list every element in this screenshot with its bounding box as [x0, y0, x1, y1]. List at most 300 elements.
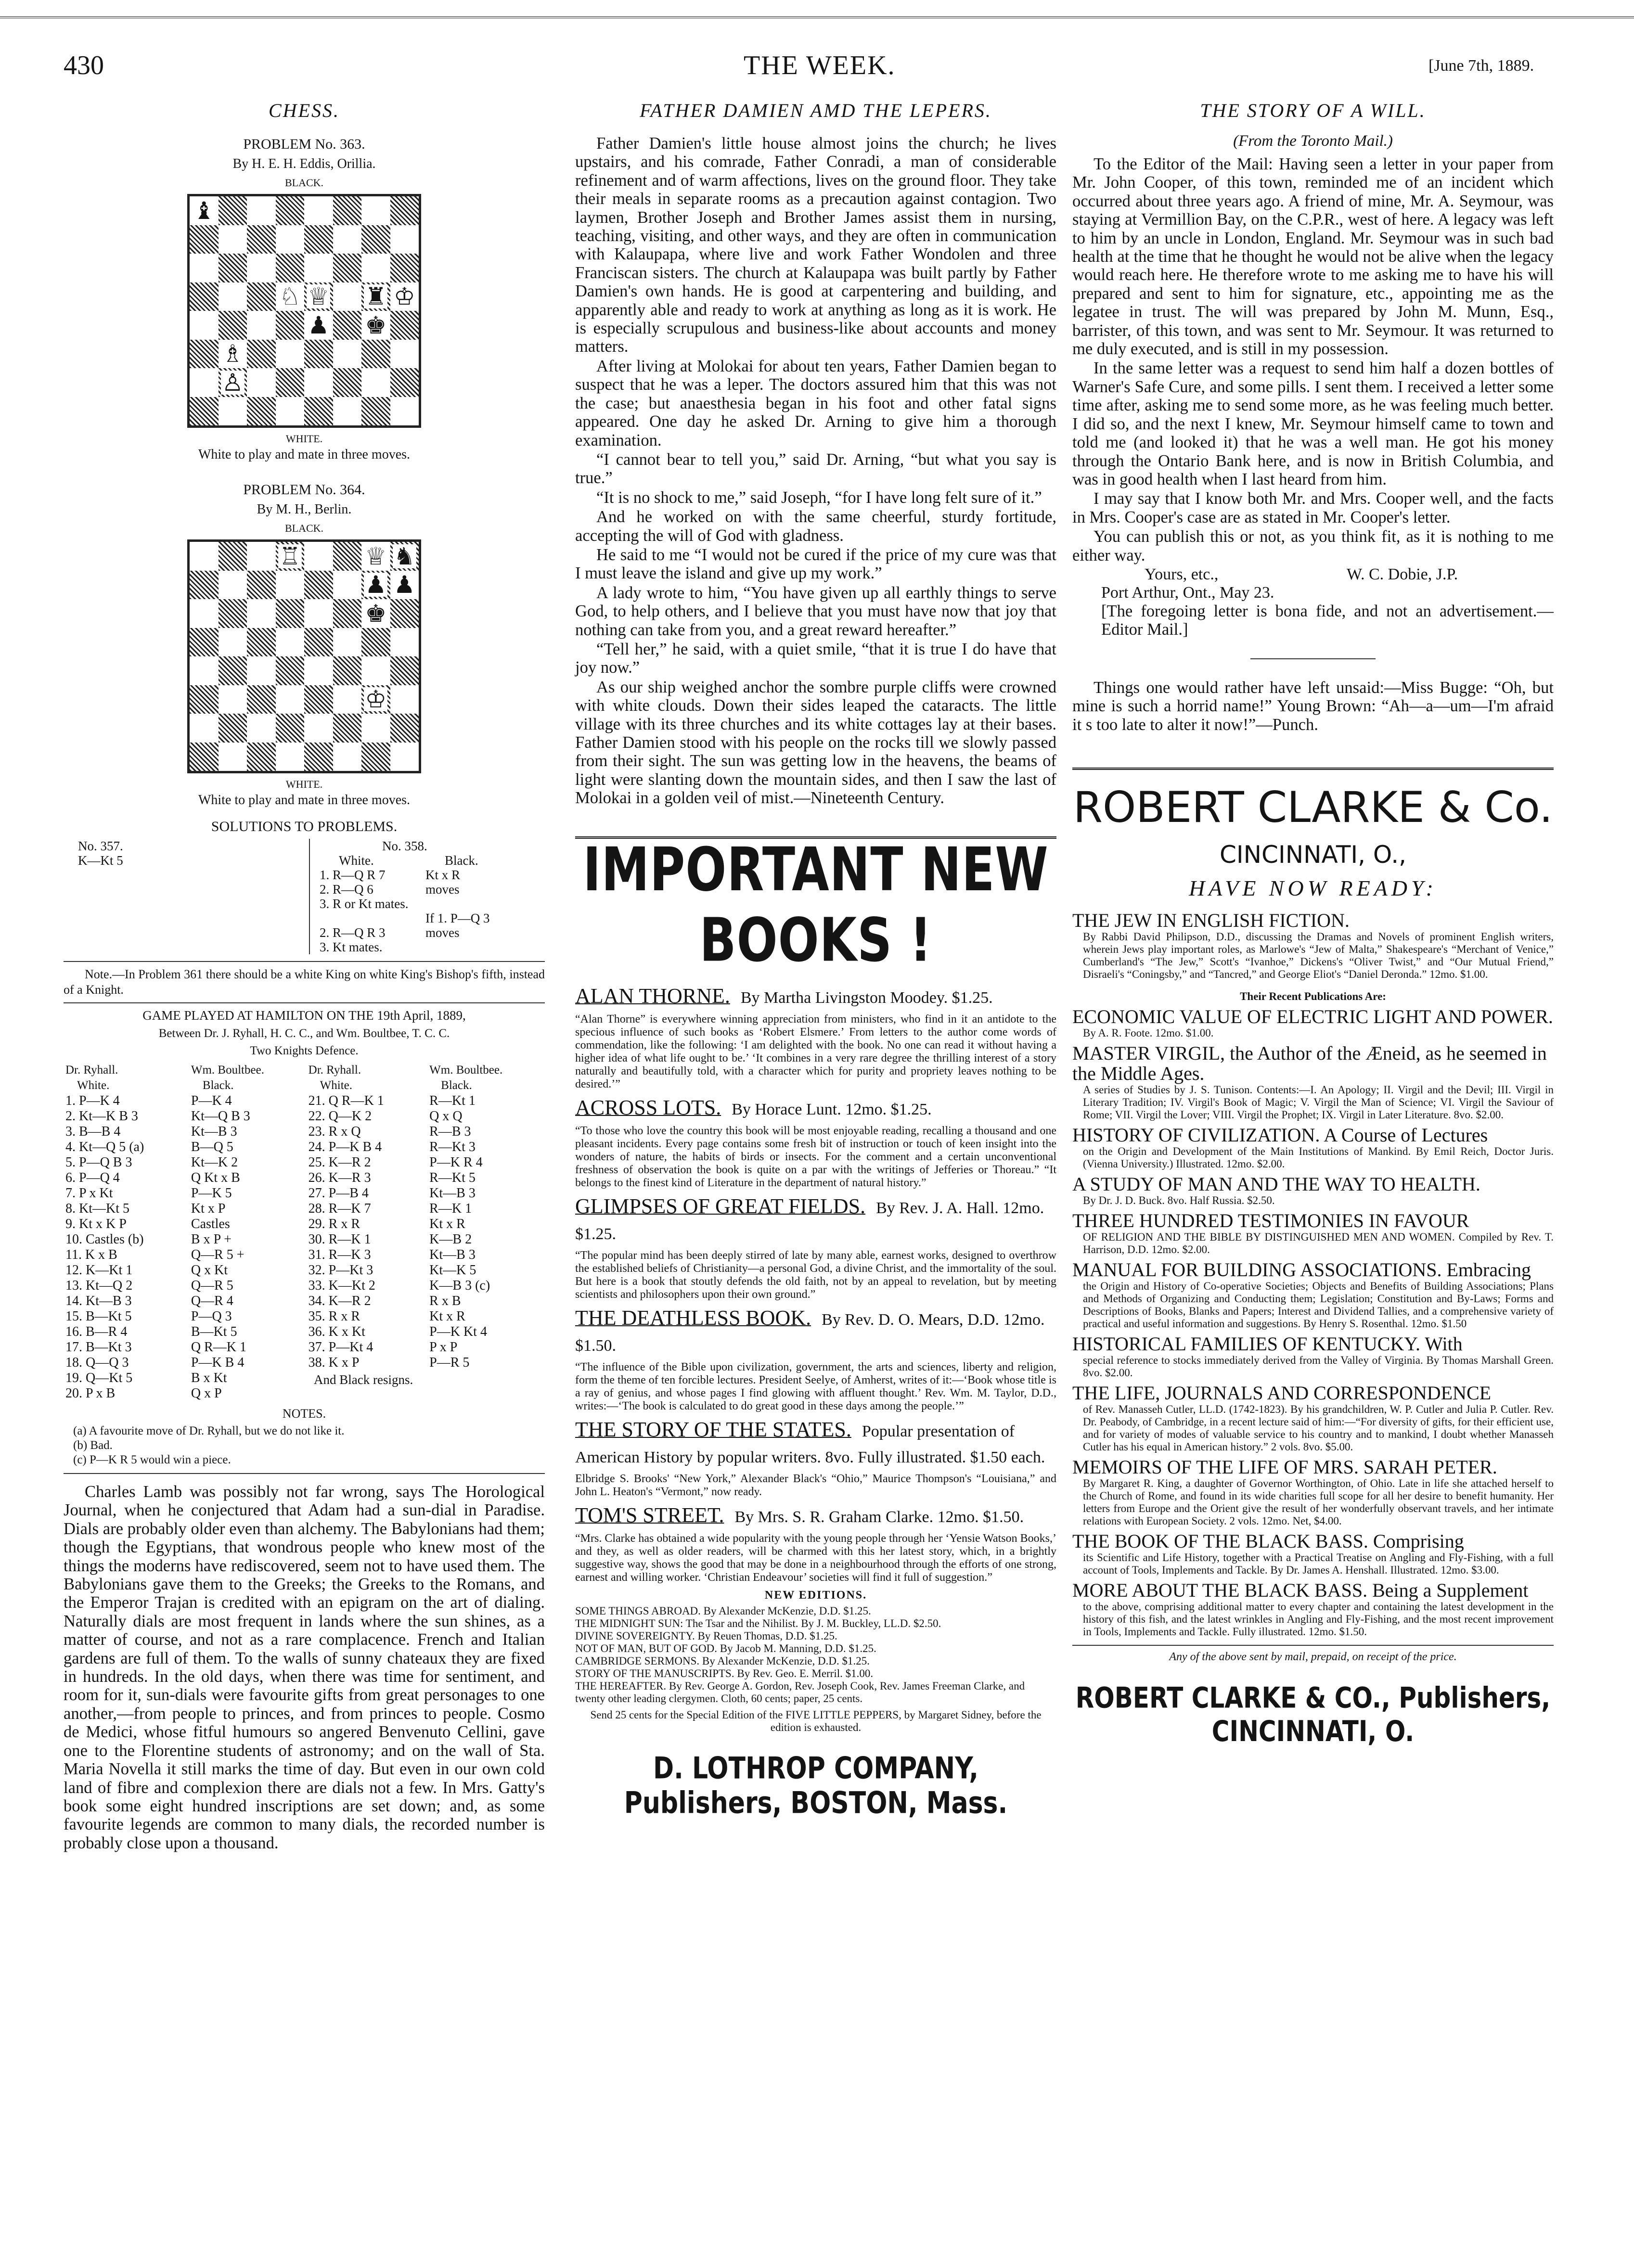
will-place: Port Arthur, Ont., May 23.: [1101, 583, 1274, 602]
problem-364-white-label: WHITE.: [285, 778, 323, 790]
books-list: [575, 984, 1056, 1584]
chess-piece-icon: ♔: [365, 685, 387, 714]
game-move: 2. Kt—K B 3: [65, 1109, 138, 1124]
game-move: 22. Q—K 2: [308, 1109, 372, 1124]
new-edition-item: SOME THINGS ABROAD. By Alexander McKenzie, D.D. $1.25.: [575, 1604, 871, 1617]
game-side: White.: [320, 1079, 353, 1092]
clarke-book-desc: By Dr. J. D. Buck. 8vo. Half Russia. $2.50.: [1083, 1194, 1275, 1206]
game-move: Kt—Q B 3: [191, 1109, 250, 1124]
chess-piece-icon: ♕: [308, 282, 330, 311]
clarke-book: [1072, 1260, 1554, 1330]
game-move: 34. K—R 2: [308, 1294, 371, 1308]
game-move: 18. Q—Q 3: [65, 1355, 129, 1370]
board-square: [190, 340, 219, 369]
board-square: [361, 196, 390, 225]
solution-move-black: Kt x R: [425, 868, 461, 882]
clarke-book-title: THE BOOK OF THE BLACK BASS. Comprising: [1072, 1530, 1464, 1552]
board-square: [390, 282, 419, 311]
board-square: [361, 340, 390, 369]
solution-line: [320, 868, 522, 882]
game-move: 30. R—K 1: [308, 1232, 371, 1247]
game-move: 14. Kt—B 3: [65, 1294, 132, 1308]
board-square: [247, 743, 276, 771]
game-move: 19. Q—Kt 5: [65, 1371, 133, 1385]
solutions-title: SOLUTIONS TO PROBLEMS.: [211, 819, 398, 834]
solutions-block: [64, 839, 545, 954]
will-signoff: [1072, 565, 1554, 584]
board-square: [304, 282, 333, 311]
board-square: [247, 628, 276, 657]
solution-black-label: Black.: [445, 853, 478, 868]
clarke-book: [1072, 1580, 1554, 1638]
game-move: Q Kt x B: [191, 1170, 240, 1185]
board-square: [304, 397, 333, 426]
special-edition-offer: Send 25 cents for the Special Edition of the FIVE LITTLE PEPPERS, by Margaret Sidney, before the edition is exhausted.: [590, 1708, 1042, 1733]
book-heading: [575, 1418, 1056, 1470]
game-move-row: [64, 1201, 545, 1217]
board-square: [390, 628, 419, 657]
solution-357-label: No. 357.: [78, 839, 123, 853]
game-move: 35. R x R: [308, 1309, 360, 1324]
game-note: (a) A favourite move of Dr. Ryhall, but we do not like it.: [73, 1424, 345, 1437]
clarke-book-title: A STUDY OF MAN AND THE WAY TO HEALTH.: [1072, 1173, 1480, 1195]
game-move: Q—R 5: [191, 1278, 233, 1293]
divider: [64, 961, 545, 962]
clarke-book-title: THE LIFE, JOURNALS AND CORRESPONDENCE: [1072, 1382, 1492, 1404]
board-square: [390, 685, 419, 714]
book-entry: [575, 1096, 1056, 1190]
damien-paragraph: As our ship weighed anchor the sombre purple cliffs were crowned with white clouds. Down their sides leaped the cataracts. The little village with its three churches and its white cottages lay at their bases. Father Damien stood with his people on the rocks till we slowly passed from their sight. The sun was getting low in the heavens, the beams of light were slanting down the mountain sides, and then I saw the last of Molokai in a golden veil of mist.—Nineteenth Century.: [575, 678, 1056, 807]
board-square: [247, 542, 276, 571]
game-move: Castles: [191, 1217, 230, 1231]
board-square: [390, 196, 419, 225]
book-entry: [575, 1194, 1056, 1301]
game-move: 10. Castles (b): [65, 1232, 144, 1247]
book-description: “Mrs. Clarke has obtained a wide popularity with the young people through her ‘Yensie Watson Books,’ and they, as well as older readers, will be charmed with this her latest story, which, in a brightly suggestive way, shows the good that may be done in a neighbourhood through the efforts of one strong, earnest and willing worker. ‘Christian Endeavour’ societies will find it full of suggestion.”: [575, 1532, 1056, 1584]
board-square: [276, 340, 305, 369]
board-square: [190, 311, 219, 340]
solution-line: [320, 940, 522, 954]
board-square: [361, 571, 390, 600]
book-title: GLIMPSES OF GREAT FIELDS.: [575, 1194, 866, 1218]
game-move: P—K 5: [191, 1186, 232, 1201]
clarke-book-desc: its Scientific and Life History, together with a Practical Treatise on Angling and Fly-Fishing, with a full account of Tools, Implements and Tackle. By Dr. James A. Henshall. Illustrated. 12mo. $3.00.: [1083, 1551, 1554, 1576]
problem-364-caption: White to play and mate in three moves.: [198, 793, 411, 807]
clarke-book-title: HISTORICAL FAMILIES OF KENTUCKY. With: [1072, 1333, 1463, 1355]
book-entry: [575, 1306, 1056, 1413]
board-square: [361, 656, 390, 685]
board-square: [276, 225, 305, 254]
solution-358-lines: [320, 868, 522, 954]
clarke-mail-note: Any of the above sent by mail, prepaid, on receipt of the price.: [1169, 1650, 1457, 1663]
clarke-ad-border: [1072, 768, 1554, 770]
game-move-row: [64, 1386, 545, 1401]
game-move: 27. P—B 4: [308, 1186, 369, 1201]
board-square: [190, 196, 219, 225]
clarke-name: ROBERT CLARKE & Co.: [1073, 782, 1553, 832]
board-square: [390, 714, 419, 743]
game-move: Q R—K 1: [191, 1340, 247, 1355]
new-editions-list: [575, 1605, 1056, 1705]
damien-article: [575, 134, 1056, 807]
signoff-yours: Yours, etc.,: [1145, 565, 1219, 583]
board-square: [190, 254, 219, 282]
game-move: 38. K x P: [308, 1355, 360, 1370]
will-paragraph: I may say that I know both Mr. and Mrs. Cooper well, and the facts in Mrs. Cooper's case are as stated in Mr. Cooper's letter.: [1072, 489, 1554, 526]
game-move: 13. Kt—Q 2: [65, 1278, 133, 1293]
board-square: [390, 743, 419, 771]
board-square: [190, 743, 219, 771]
game-move: 15. B—Kt 5: [65, 1309, 132, 1324]
damien-paragraph: “It is no shock to me,” said Joseph, “for I have long felt sure of it.”: [596, 488, 1042, 507]
game-move-row: [64, 1124, 545, 1140]
game-move: 11. K x B: [65, 1247, 117, 1262]
publication-title: THE WEEK.: [744, 51, 896, 80]
board-square: [390, 542, 419, 571]
solution-move-white: 2. R—Q 6: [320, 882, 373, 897]
clarke-book: [1072, 1531, 1554, 1576]
board-square: [247, 282, 276, 311]
will-editor-note: [The foregoing letter is bona fide, and not an advertisement.—Editor Mail.]: [1101, 602, 1554, 639]
solution-move-white: 1. R—Q R 7: [320, 868, 386, 882]
clarke-first-desc: By Rabbi David Philipson, D.D., discussing the Dramas and Novels of prominent English writers, wherein Jews play important roles, as Marlowe's “Jew of Malta,” Shakespeare's “Merchant of Venice,” Cumberland's “The Jew,” Scott's “Ivanhoe,” Dickens's “Oliver Twist,” and “Our Mutual Friend,” Disraeli's “Coningsby,” and “Tancred,” and George Eliot's “Daniel Deronda.” 12mo. $1.00.: [1083, 930, 1554, 980]
board-square: [247, 656, 276, 685]
problem-363-white-label: WHITE.: [285, 433, 323, 445]
clarke-book: [1072, 1174, 1554, 1207]
new-editions-title: NEW EDITIONS.: [764, 1589, 867, 1602]
game-move: 24. P—K B 4: [308, 1140, 382, 1154]
book-byline: By Mrs. S. R. Graham Clarke. 12mo. $1.50.: [734, 1508, 1024, 1526]
board-square: [276, 628, 305, 657]
damien-paragraph: He said to me “I would not be cured if the price of my cure was that I must leave the island and give up my work.”: [575, 545, 1056, 583]
game-side: Black.: [441, 1079, 472, 1092]
will-paragraph: In the same letter was a request to send him half a dozen bottles of Warner's Safe Cure, and some pills. I sent them. I received a letter some time after, asking me to send some more, as he was feeling much better. I did so, and the next I knew, Mr. Seymour himself came to town and told me (and looked it) that he was a well man. He got his money through the Ontario Bank here, and is now in British Columbia, and was in good health when I last heard from him.: [1072, 359, 1554, 488]
book-title: TOM'S STREET.: [575, 1503, 724, 1527]
board-square: [190, 282, 219, 311]
clarke-book: [1072, 1125, 1554, 1170]
chess-note: Note.—In Problem 361 there should be a white King on white King's Bishop's fifth, instead of a Knight.: [64, 967, 545, 997]
board-square: [304, 628, 333, 657]
solution-move-white: 2. R—Q R 3: [320, 925, 386, 940]
game-move: Kt—B 3: [191, 1124, 237, 1139]
game-move: [427, 1386, 545, 1401]
board-square: [304, 685, 333, 714]
damien-paragraph: A lady wrote to him, “You have given up all earthly things to serve God, to help others, and I believe that you must have now that joy that nothing can take from you, and a great reward hereafter.”: [575, 583, 1056, 639]
board-square: [219, 743, 247, 771]
clarke-book-title: THREE HUNDRED TESTIMONIES IN FAVOUR: [1072, 1209, 1469, 1231]
game-move: K—B 3 (c): [429, 1278, 490, 1293]
book-description: “The popular mind has been deeply stirred of late by many able, earnest works, designed to overthrow the established beliefs of Christianity—a personal God, a divine Christ, and the immortality of the soul. But here is a book that stoutly defends the old faith, not by an appeal to revelation, but by meeting scientists and philosophers upon their own ground.”: [575, 1249, 1056, 1301]
top-rule: [0, 0, 1634, 18]
board-square: [361, 542, 390, 571]
book-byline: By Rev. J. A. Hall. 12mo. $1.25.: [575, 1199, 1044, 1243]
game-move: Q x P: [191, 1386, 222, 1401]
board-square: [333, 368, 362, 397]
board-square: [247, 397, 276, 426]
clarke-book-title: ECONOMIC VALUE OF ELECTRIC LIGHT AND POWER.: [1072, 1005, 1553, 1027]
board-square: [361, 599, 390, 628]
game-move: Kt—K 5: [429, 1263, 476, 1278]
lothrop-publisher: D. LOTHROP COMPANY, Publishers, BOSTON, Mass.: [624, 1751, 1008, 1820]
game-move: P—R 5: [429, 1355, 470, 1370]
game-move: R x B: [429, 1294, 461, 1308]
board-square: [276, 743, 305, 771]
board-square: [219, 368, 247, 397]
board-square: [333, 685, 362, 714]
problem-364-author: By M. H., Berlin.: [257, 502, 352, 517]
game-move: 12. K—Kt 1: [65, 1263, 133, 1278]
board-square: [304, 225, 333, 254]
board-square: [361, 282, 390, 311]
board-square: [276, 282, 305, 311]
will-source: (From the Toronto Mail.): [1233, 132, 1393, 150]
board-square: [247, 311, 276, 340]
chess-board-364: [187, 539, 421, 773]
damien-paragraph: “Tell her,” he said, with a quiet smile, “that it is true I do have that joy now.”: [575, 640, 1056, 677]
clarke-book-desc: By Margaret R. King, a daughter of Governor Worthington, of Ohio. Late in life she attached herself to the Church of Rome, and found in its wide charities full scope for all her desire to benefit humanity. Her letters from Europe and the Orient give the result of her wonderfully observant travels, and her intimate relations with European Society. 2 vols. 12mo. Net, $4.00.: [1083, 1477, 1554, 1527]
problem-363-caption: White to play and mate in three moves.: [198, 447, 411, 462]
board-square: [247, 714, 276, 743]
sundial-article: Charles Lamb was possibly not far wrong, says The Horological Journal, when he conjectured that Adam had a sun-dial in Paradise. Dials are probably older even than alchemy. The Babylonians had them; though the Egyptians, that wondrous people who knew most of the things the moderns have rediscovered, seem not to have used them. The Babylonians gave them to the Greeks; the Greeks to the Romans, and the Emperor Trajan is credited with an epigram on the art of dialing. Naturally dials are most frequent in lands where the sun shines, as a matter of course, and not as a rare complacence. French and Italian gardens are full of them. To the walls of sunny chateaux they are fixed in hundreds. In the old days, when there was time for sentiment, and room for it, sun-dials were favourite gifts from great personages to one another,—from people to princes, and from princes to people. Cosmo de Medici, whose fitful humours so angered Benvenuto Cellini, gave one to the Florentine students of astronomy; and on the wall of Sta. Maria Novella it still marks the time of day. But even in our own cold land of fibre and complexion there are dials not a few. In Mrs. Gatty's book some eight hundred inscriptions are set down; and, as some favourite legends are common to many dials, the recorded number is probably close upon a thousand.: [64, 1483, 545, 1852]
board-square: [276, 599, 305, 628]
game-move: 25. K—R 2: [308, 1155, 371, 1170]
board-square: [333, 599, 362, 628]
board-square: [390, 368, 419, 397]
game-move: 9. Kt x K P: [65, 1217, 127, 1231]
book-byline: By Horace Lunt. 12mo. $1.25.: [732, 1100, 932, 1118]
board-square: [247, 225, 276, 254]
new-edition-item: CAMBRIDGE SERMONS. By Alexander McKenzie, D.D. $1.25.: [575, 1654, 870, 1667]
game-move: 29. R x R: [308, 1217, 360, 1231]
board-square: [333, 571, 362, 600]
board-square: [361, 628, 390, 657]
solution-move-black: moves: [425, 925, 460, 940]
game-move-row: [64, 1186, 545, 1201]
book-entry: [575, 984, 1056, 1091]
board-square: [333, 254, 362, 282]
game-move: 7. P x Kt: [65, 1186, 113, 1201]
clarke-book: [1072, 1457, 1554, 1527]
clarke-book: [1072, 1007, 1554, 1039]
game-move: P x P: [429, 1340, 458, 1355]
game-move-row: [64, 1355, 545, 1371]
game-move: 37. P—Kt 4: [308, 1340, 373, 1355]
board-square: [333, 196, 362, 225]
chess-piece-icon: ♜: [365, 282, 387, 311]
board-square: [276, 656, 305, 685]
game-move-row: [64, 1324, 545, 1340]
chess-piece-icon: ♝: [193, 196, 215, 225]
divider: [64, 1473, 545, 1474]
board-square: [361, 311, 390, 340]
chess-piece-icon: ♚: [365, 311, 387, 339]
game-move: 31. R—K 3: [308, 1247, 371, 1262]
game-players: Between Dr. J. Ryhall, H. C. C., and Wm. Boultbee, T. C. C.: [158, 1027, 450, 1040]
board-square: [276, 685, 305, 714]
chess-section-title: CHESS.: [269, 100, 340, 121]
board-square: [361, 254, 390, 282]
chess-piece-icon: ♖: [279, 542, 301, 570]
board-square: [190, 656, 219, 685]
board-square: [361, 225, 390, 254]
center-column: [575, 96, 1056, 1820]
game-move-row: [64, 1263, 545, 1278]
game-header: Wm. Boultbee.: [191, 1064, 264, 1076]
game-move-row: [64, 1278, 545, 1294]
board-square: [219, 714, 247, 743]
damien-paragraph: And he worked on with the same cheerful, sturdy fortitude, accepting the will of God with gladness.: [575, 508, 1056, 545]
board-square: [333, 628, 362, 657]
solution-move-white: [320, 911, 425, 925]
clarke-book-desc: the Origin and History of Co-operative Societies; Objects and Benefits of Building Associations; Plans and Methods of Organizing and Conducting them; Legislation; Constitution and By-Laws; Forms and Descriptions of Books, Blanks and Papers; Interest and Dividend Tallies, and a comprehensive variety of practical and useful information and suggestions. By Henry S. Rosenthal. 12mo. $1.50: [1083, 1280, 1554, 1330]
clarke-book: [1072, 1383, 1554, 1453]
game-move-row: [64, 1340, 545, 1355]
board-square: [247, 685, 276, 714]
clarke-book-title: MASTER VIRGIL, the Author of the Æneid, as he seemed in the Middle Ages.: [1072, 1042, 1547, 1084]
chess-piece-icon: ♟: [393, 571, 415, 599]
board-square: [276, 397, 305, 426]
book-title: ALAN THORNE.: [575, 984, 730, 1008]
clarke-book-desc: of Rev. Manasseh Cutler, LL.D. (1742-1823). By his grandchildren, W. P. Cutler and Julia P. Cutler. Rev. Dr. Peabody, of Cambridge, in a recent lecture said of him:—“For diversity of gifts, for their efficient use, and for variety of modes of valuable service to his country and to mankind, I doubt whether Manasseh Cutler has his equal in American history.” 2 vols. 8vo. $5.00.: [1083, 1403, 1554, 1453]
board-square: [276, 542, 305, 571]
board-square: [304, 656, 333, 685]
solution-line: [320, 925, 522, 940]
board-square: [333, 397, 362, 426]
issue-date: [June 7th, 1889.: [1428, 57, 1534, 75]
will-article: [1072, 155, 1554, 564]
book-byline: By Martha Livingston Moodey. $1.25.: [740, 988, 993, 1007]
clarke-book-desc: OF RELIGION AND THE BIBLE BY DISTINGUISHED MEN AND WOMEN. Compiled by Rev. T. Harrison, D.D. 12mo. $2.00.: [1083, 1230, 1554, 1256]
solution-358-label: No. 358.: [382, 839, 427, 853]
clarke-book-desc: on the Origin and Development of the Main Institutions of Mankind. By Emil Reich, Doctor Juris. (Vienna University.) Illustrated. 12mo. $2.00.: [1083, 1145, 1554, 1170]
problem-364-title: PROBLEM No. 364.: [243, 482, 365, 498]
solution-357: [64, 839, 309, 954]
clarke-book-title: MEMOIRS OF THE LIFE OF MRS. SARAH PETER.: [1072, 1456, 1497, 1478]
solution-358-header: [320, 853, 522, 868]
problem-363-title: PROBLEM No. 363.: [243, 136, 365, 152]
new-edition-item: THE HEREAFTER. By Rev. George A. Gordon, Rev. Joseph Cook, Rev. James Freeman Clarke, and twenty other leading clergymen. Cloth, 60 cents; paper, 25 cents.: [575, 1679, 1025, 1704]
game-move-row: [64, 1109, 545, 1124]
book-description: “To those who love the country this book will be most enjoyable reading, recalling a thousand and one pleasant incidents. Every page contains some fresh bit of instruction or touch of keen insight into the wonders of nature, the habits of birds or insects. For the comment and a certain unconventional freshness of observation the book is quite on a par with the writings of Jefferies or Thoreau.” “It belongs to the finest kind of Literature in the department of natural history.”: [575, 1124, 1056, 1189]
problem-363-black-label: BLACK.: [284, 177, 324, 189]
board-square: [247, 254, 276, 282]
game-notes: [64, 1424, 545, 1467]
clarke-book-desc: A series of Studies by J. S. Tunison. Contents:—I. An Apology; II. Virgil and the Devil; III. Virgil in Literary Tradition; IV. Virgil's Book of Magic; V. Virgil the Man of Science; VI. Virgil the Saviour of Rome; VII. Virgil the Lover; VIII. Virgil the Prophet; IX. Virgil in Later Literature. 8vo. $2.00.: [1083, 1083, 1554, 1121]
game-move: P—K Kt 4: [429, 1324, 487, 1339]
clarke-book: [1072, 1043, 1554, 1121]
chess-piece-icon: ♙: [221, 368, 244, 397]
game-move: [307, 1386, 428, 1401]
board-square: [247, 368, 276, 397]
clarke-book-desc: special reference to stocks immediately derived from the Valley of Virginia. By Thomas Marshall Green. 8vo. $2.00.: [1083, 1354, 1554, 1379]
game-move: 16. B—R 4: [65, 1324, 128, 1339]
board-square: [276, 254, 305, 282]
damien-paragraph: Father Damien's little house almost joins the church; he lives upstairs, and his comrade, Father Conradi, a man of considerable refinement and of warm affections, lives on the ground floor. They take their meals in separate rooms as a precaution against contagion. Two laymen, Brother Joseph and Brother James assist them in nursing, teaching, visiting, and other ways, and they are often in communication with Kalaupapa, where live and work Father Wondolen and three Franciscan sisters. The church at Kalaupapa was built partly by Father Damien's own hands. He is good at carpentering and building, and apparently able and ready to work at anything as long as it is work. He is especially scrupulous and business-like about accounts and money matters.: [575, 134, 1056, 356]
clarke-first-title: THE JEW IN ENGLISH FICTION.: [1072, 909, 1350, 931]
game-move: 17. B—Kt 3: [65, 1340, 132, 1355]
game-move: 33. K—Kt 2: [308, 1278, 375, 1293]
book-byline: By Rev. D. O. Mears, D.D. 12mo. $1.50.: [575, 1310, 1045, 1355]
solution-line: [320, 911, 522, 925]
book-title: ACROSS LOTS.: [575, 1095, 721, 1119]
game-move: 5. P—Q B 3: [65, 1155, 132, 1170]
board-square: [219, 685, 247, 714]
will-paragraph: You can publish this or not, as you think fit, as it is nothing to me either way.: [1072, 527, 1554, 564]
damien-title: FATHER DAMIEN AMD THE LEPERS.: [640, 100, 992, 121]
board-square: [219, 599, 247, 628]
new-edition-item: STORY OF THE MANUSCRIPTS. By Rev. Geo. E. Merril. $1.00.: [575, 1667, 874, 1679]
game-move: B x Kt: [191, 1371, 227, 1385]
game-move: B—Q 5: [191, 1140, 233, 1154]
board-square: [304, 196, 333, 225]
board-square: [361, 368, 390, 397]
game-header: Dr. Ryhall.: [65, 1064, 118, 1076]
game-move: R—Kt 3: [429, 1140, 476, 1154]
game-move-row: [64, 1217, 545, 1232]
clarke-city: CINCINNATI, O.,: [1219, 840, 1407, 869]
board-square: [219, 311, 247, 340]
board-square: [276, 571, 305, 600]
board-square: [333, 714, 362, 743]
game-note: (c) P—K R 5 would win a piece.: [73, 1453, 231, 1466]
clarke-book: [1072, 1334, 1554, 1379]
board-square: [304, 743, 333, 771]
game-score-table: [64, 1063, 545, 1401]
game-move: 20. P x B: [65, 1386, 116, 1401]
game-move: Q—R 4: [191, 1294, 233, 1308]
game-move: Q x Kt: [191, 1263, 228, 1278]
book-heading: [575, 1194, 1056, 1246]
game-move: 32. P—Kt 3: [308, 1263, 373, 1278]
board-square: [361, 397, 390, 426]
game-move-row: [64, 1309, 545, 1324]
divider: [1072, 1645, 1554, 1646]
board-square: [390, 254, 419, 282]
board-square: [304, 254, 333, 282]
page-number: 430: [64, 51, 104, 80]
signoff-name: W. C. Dobie, J.P.: [1347, 565, 1458, 583]
solution-move-white: 3. Kt mates.: [320, 940, 383, 954]
chess-column: [64, 96, 545, 1853]
solution-move-black: moves: [425, 882, 460, 897]
game-title: GAME PLAYED AT HAMILTON ON THE 19th April, 1889,: [142, 1008, 466, 1023]
solution-move-white: 3. R or Kt mates.: [320, 897, 409, 911]
game-header: Wm. Boultbee.: [429, 1064, 503, 1076]
board-square: [390, 656, 419, 685]
clarke-recent-label: Their Recent Publications Are:: [1240, 990, 1386, 1002]
game-move: P—K 4: [191, 1093, 232, 1108]
board-square: [276, 311, 305, 340]
clarke-book-title: MANUAL FOR BUILDING ASSOCIATIONS. Embracing: [1072, 1258, 1531, 1281]
board-square: [219, 397, 247, 426]
board-square: [219, 196, 247, 225]
board-square: [304, 340, 333, 369]
board-square: [390, 311, 419, 340]
damien-paragraph: After living at Molokai for about ten years, Father Damien began to suspect that he was a leper. The doctors assured him that this was not the case; but anaesthesia began in his foot and other fatal signs appeared. One day he asked Dr. Arning to give him a thorough examination.: [575, 357, 1056, 449]
board-square: [219, 542, 247, 571]
game-move: Q—R 5 +: [191, 1247, 244, 1262]
clarke-list: [1072, 1007, 1554, 1638]
board-square: [190, 368, 219, 397]
chess-piece-icon: ♞: [393, 542, 415, 570]
game-move: 28. R—K 7: [308, 1201, 371, 1216]
game-move: 3. B—B 4: [65, 1124, 121, 1139]
board-square: [304, 571, 333, 600]
game-move: 1. P—K 4: [65, 1093, 120, 1108]
game-move: 36. K x Kt: [308, 1324, 365, 1339]
game-move: Kt—B 3: [429, 1186, 476, 1201]
board-square: [247, 599, 276, 628]
